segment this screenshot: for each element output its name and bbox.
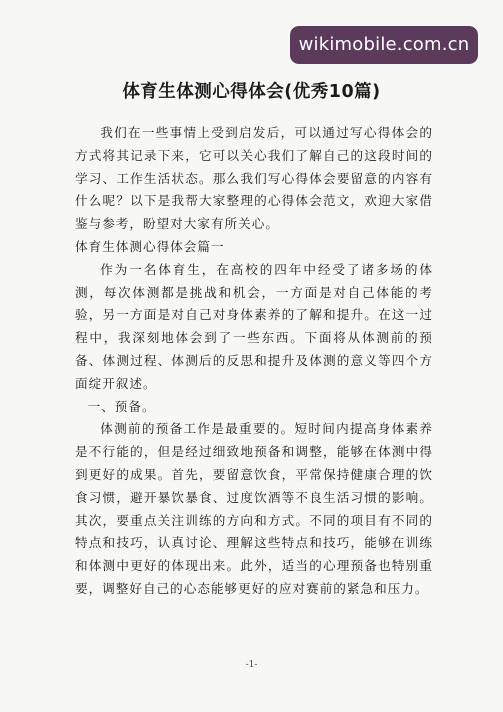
watermark-badge: wikimobile.com.cn [290,26,478,64]
section-heading: 体育生体测心得体会篇一 [75,238,225,254]
body-paragraph-2: 体测前的预备工作是最重要的。短时间内提高身体素养是不行能的，但是经过细致地预备和调整，能够在体测中得到更好的成果。首先，要留意饮食，平常保持健康合理的饮食习惯，避开暴饮暴食、过度饮酒等不良生活习惯的影响。其次，要重点关注训练的方向和方式。不同的项目有不同的特点和技巧，认真讨论、理解这些特点和技巧，能够在训练和体测中更好的体现出来。此外，适当的心理预备也特别重要，调整好自己的心态能够更好的应对赛前的紧急和压力。 [75,421,433,596]
intro-paragraph: 我们在一些事情上受到启发后，可以通过写心得体会的方式将其记录下来，它可以关心我们了解自己的这段时间的学习、工作生活状态。那么我们写心得体会要留意的内容有什么呢？以下是我帮大家整理的心得体会范文，欢迎大家借鉴与参考，盼望对大家有所关心。 [75,125,433,232]
subheading-preparation: 一、预备。 [87,398,156,414]
page-number: -1- [245,660,258,670]
document-body [75,122,433,601]
document-title: 体育生体测心得体会(优秀10篇) [122,82,381,102]
body-paragraph-1: 作为一名体育生，在高校的四年中经受了诸多场的体测，每次体测都是挑战和机会，一方面是对自己体能的考验，另一方面是对自己对身体素养的了解和提升。在这一过程中，我深刻地体会到了一些东西。下面将从体测前的预备、体测过程、体测后的反思和提升及体测的意义等四个方面绽开叙述。 [75,261,433,391]
